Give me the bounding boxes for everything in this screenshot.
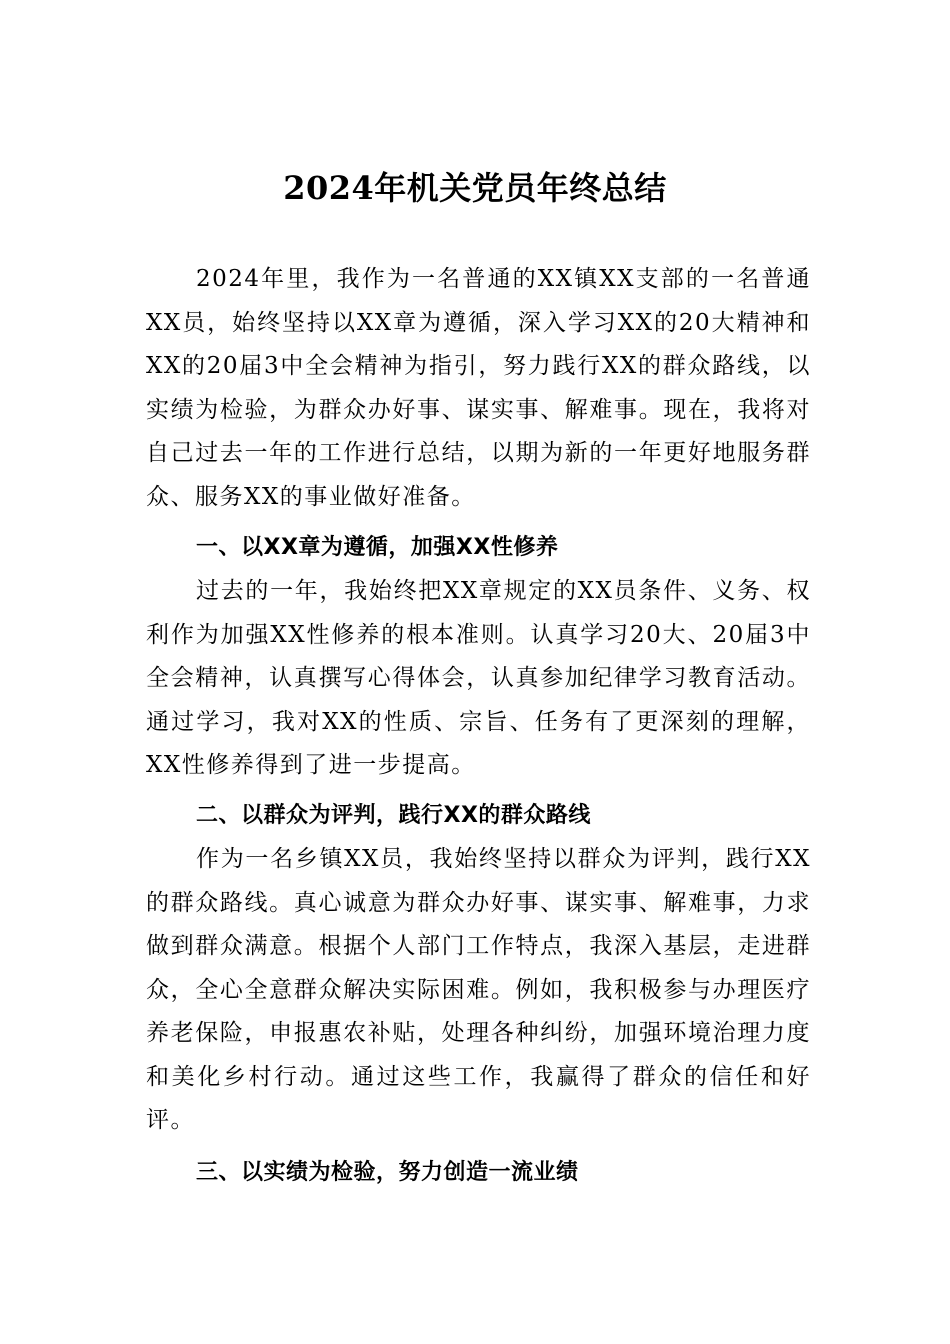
intro-paragraph: 2024年里，我作为一名普通的XX镇XX支部的一名普通XX员，始终坚持以XX章为遵循，深入学习XX的20大精神和XX的20届3中全会精神为指引，努力践行XX的群众路线，以实绩为检验，为群众办好事、谋实事、解难事。现在，我将对自己过去一年的工作进行总结，以期为新的一年更好地服务群众、服务XX的事业做好准备。 xyxy=(146,266,811,510)
document-title: 2024年机关党员年终总结 xyxy=(283,169,667,207)
section-heading-3: 三、以实绩为检验，努力创造一流业绩 xyxy=(196,1160,579,1185)
section-1-paragraph: 过去的一年，我始终把XX章规定的XX员条件、义务、权利作为加强XX性修养的根本准则。认真学习20大、20届3中全会精神，认真撰写心得体会，认真参加纪律学习教育活动。通过学习，我对XX的性质、宗旨、任务有了更深刻的理解，XX性修养得到了进一步提高。 xyxy=(146,578,811,778)
section-heading-2: 二、以群众为评判，践行XX的群众路线 xyxy=(196,803,591,828)
section-heading-1: 一、以XX章为遵循，加强XX性修养 xyxy=(196,535,559,560)
section-2-paragraph: 作为一名乡镇XX员，我始终坚持以群众为评判，践行XX的群众路线。真心诚意为群众办好事、谋实事、解难事，力求做到群众满意。根据个人部门工作特点，我深入基层，走进群众，全心全意群众解决实际困难。例如，我积极参与办理医疗养老保险，申报惠农补贴，处理各种纠纷，加强环境治理力度和美化乡村行动。通过这些工作，我赢得了群众的信任和好评。 xyxy=(146,846,811,1133)
